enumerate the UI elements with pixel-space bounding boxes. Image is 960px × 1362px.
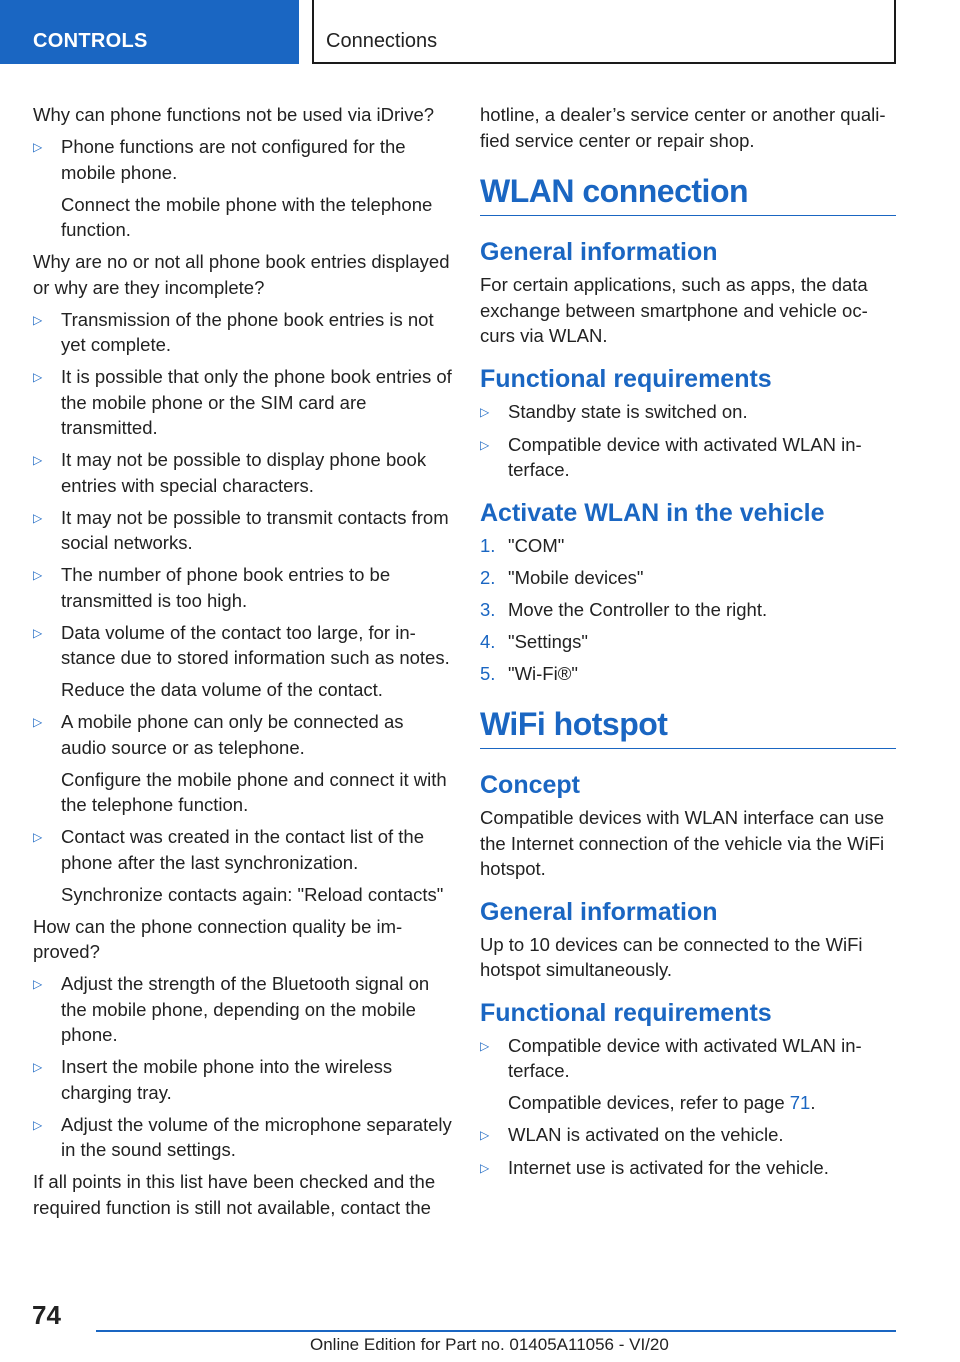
step-item: [480, 629, 896, 655]
triangle-bullet-icon: ▷: [33, 312, 43, 327]
list-item-note: Synchronize contacts again: "Reload contacts": [61, 883, 444, 905]
section-title: Connections: [312, 0, 896, 64]
activate-steps: [480, 533, 896, 687]
list-item: [33, 307, 453, 358]
list-item-text: Contact was created in the contact list of the phone after the last synchronization.: [61, 826, 424, 873]
list-item-body: [61, 1112, 453, 1163]
list-item: [480, 432, 896, 483]
list-item-text: Standby state is switched on.: [508, 400, 748, 422]
heading-wlan-connection: WLAN connection: [480, 171, 896, 216]
list-item-note: Configure the mobile phone and connect it with the telephone function.: [61, 768, 447, 815]
heading-general-information-2: General information: [480, 897, 718, 926]
triangle-bullet-icon: ▷: [33, 453, 43, 467]
heading-functional-requirements: Functional requirements: [480, 364, 772, 393]
step-number: 5.: [480, 662, 496, 684]
chapter-tab: CONTROLS: [0, 0, 299, 64]
step-item: [480, 597, 896, 623]
list-item-body: [508, 1155, 896, 1182]
triangle-bullet-icon: ▷: [33, 1117, 43, 1132]
triangle-bullet-icon: ▷: [33, 625, 43, 640]
list-item-text: Adjust the volume of the microphone separately in the sound settings.: [61, 1113, 452, 1160]
step-item: [480, 533, 896, 559]
triangle-bullet-icon: ▷: [480, 1038, 490, 1053]
continued-text: hotline, a dealer’s service center or another qualified service center or repair shop.: [480, 104, 886, 151]
step-number: 1.: [480, 534, 496, 556]
right-column: [480, 102, 896, 1188]
triangle-bullet-icon: ▷: [33, 977, 43, 991]
list-item-body: [61, 307, 453, 358]
list-item-body: [61, 709, 453, 818]
general2-text: Up to 10 devices can be connected to the WiFi hotspot simultaneously.: [480, 933, 863, 980]
triangle-bullet-icon: ▷: [480, 1161, 490, 1175]
list-item: [480, 399, 896, 426]
list-item: [33, 971, 453, 1048]
list-item: [33, 505, 453, 556]
step-number: 3.: [480, 598, 496, 620]
general-text: For certain applications, such as apps, the data exchange between smartphone and vehicle occurs via WLAN.: [480, 274, 868, 346]
list-item-note: Reduce the data volume of the contact.: [61, 679, 383, 700]
page-reference-link[interactable]: 71: [789, 1092, 811, 1113]
triangle-bullet-icon: ▷: [33, 510, 43, 525]
note-suffix: .: [810, 1092, 816, 1113]
list-item-text: Compatible device with activated WLAN interface.: [508, 1034, 862, 1081]
heading-activate-wlan: Activate WLAN in the vehicle: [480, 498, 825, 527]
func2-list: [480, 1122, 896, 1182]
list-item-body: [61, 364, 453, 441]
question-3: How can the phone connection quality be improved?: [33, 915, 403, 962]
list-item: [33, 562, 453, 613]
step-text: "COM": [508, 534, 565, 556]
triangle-bullet-icon: ▷: [480, 1128, 490, 1142]
list-item-text: Data volume of the contact too large, for instance due to stored information such as notes.: [61, 621, 450, 668]
list-item-body: [61, 824, 453, 907]
list-item: [480, 1155, 896, 1182]
list-item-body: [508, 1033, 896, 1116]
list-item: [33, 824, 453, 907]
list-item-note: [508, 1090, 896, 1116]
list-item: [33, 134, 453, 243]
list-item: [33, 1112, 453, 1163]
list-item-text: It may not be possible to transmit contacts from social networks.: [61, 506, 449, 553]
note-text: Compatible devices, refer to page: [508, 1092, 790, 1113]
list-item-text: Transmission of the phone book entries is not yet complete.: [61, 308, 434, 355]
triangle-bullet-icon: ▷: [480, 404, 490, 419]
triangle-bullet-icon: ▷: [33, 830, 43, 844]
list-item-body: [61, 620, 453, 703]
list-item: [33, 620, 453, 703]
concept-text: Compatible devices with WLAN interface can use the Internet connection of the vehicle via the WiFi hotspot.: [480, 807, 885, 879]
list-item-body: [508, 1122, 896, 1149]
triangle-bullet-icon: ▷: [33, 370, 43, 384]
list-item: [33, 1054, 453, 1105]
triangle-bullet-icon: ▷: [480, 437, 490, 452]
left-column: [33, 102, 453, 1227]
heading-functional-requirements-2: Functional requirements: [480, 998, 772, 1027]
list-item: [480, 1122, 896, 1149]
list-item-body: [61, 134, 453, 243]
closing-text: If all points in this list have been checked and the required function is still not available, contact the: [33, 1171, 436, 1218]
step-text: "Settings": [508, 630, 588, 652]
heading-concept: Concept: [480, 771, 580, 799]
list-item-text: WLAN is activated on the vehicle.: [508, 1124, 784, 1145]
q1-list: [33, 134, 453, 243]
list-item-text: A mobile phone can only be connected as audio source or as telephone.: [61, 711, 404, 758]
list-item-text: The number of phone book entries to be transmitted is too high.: [61, 564, 391, 611]
list-item: [33, 447, 453, 498]
list-item-text: Internet use is activated for the vehicle.: [508, 1157, 829, 1178]
step-number: 4.: [480, 630, 496, 652]
step-text: "Wi-Fi®": [508, 662, 578, 684]
list-item-note: Connect the mobile phone with the telephone function.: [61, 193, 433, 240]
page-number: 74: [32, 1300, 61, 1330]
list-item-body: [61, 1054, 453, 1105]
list-item-body: [508, 399, 896, 426]
triangle-bullet-icon: ▷: [33, 140, 43, 154]
func-list: [480, 399, 896, 483]
q2-list: [33, 307, 453, 908]
list-item-text: Phone functions are not configured for the mobile phone.: [61, 136, 406, 183]
list-item-body: [61, 562, 453, 613]
triangle-bullet-icon: ▷: [33, 1060, 43, 1074]
triangle-bullet-icon: ▷: [33, 715, 43, 729]
step-text: "Mobile devices": [508, 566, 644, 588]
step-item: [480, 661, 896, 687]
footer-divider: [96, 1330, 896, 1332]
list-item: [33, 709, 453, 818]
triangle-bullet-icon: ▷: [33, 568, 43, 582]
list-item: [480, 1033, 896, 1116]
question-1: Why can phone functions not be used via iDrive?: [33, 104, 435, 125]
step-item: [480, 565, 896, 591]
q3-list: [33, 971, 453, 1163]
list-item-body: [61, 505, 453, 556]
list-item-text: Adjust the strength of the Bluetooth signal on the mobile phone, depending on the mobile phone.: [61, 973, 430, 1045]
footer-edition: Online Edition for Part no. 01405A11056 - VI/20: [310, 1335, 669, 1354]
list-item-body: [508, 432, 896, 483]
list-item-body: [61, 447, 453, 498]
heading-general-information: General information: [480, 238, 718, 266]
list-item-text: Compatible device with activated WLAN interface.: [508, 433, 862, 480]
step-text: Move the Controller to the right.: [508, 598, 768, 620]
list-item-text: It is possible that only the phone book entries of the mobile phone or the SIM card are transmitted.: [61, 366, 452, 438]
list-item-text: It may not be possible to display phone book entries with special characters.: [61, 449, 427, 496]
list-item-text: Insert the mobile phone into the wireless charging tray.: [61, 1056, 393, 1103]
step-number: 2.: [480, 566, 496, 588]
list-item-body: [61, 971, 453, 1048]
question-2: Why are no or not all phone book entries displayed or why are they incomplete?: [33, 251, 450, 298]
heading-wifi-hotspot: WiFi hotspot: [480, 704, 896, 749]
list-item: [33, 364, 453, 441]
